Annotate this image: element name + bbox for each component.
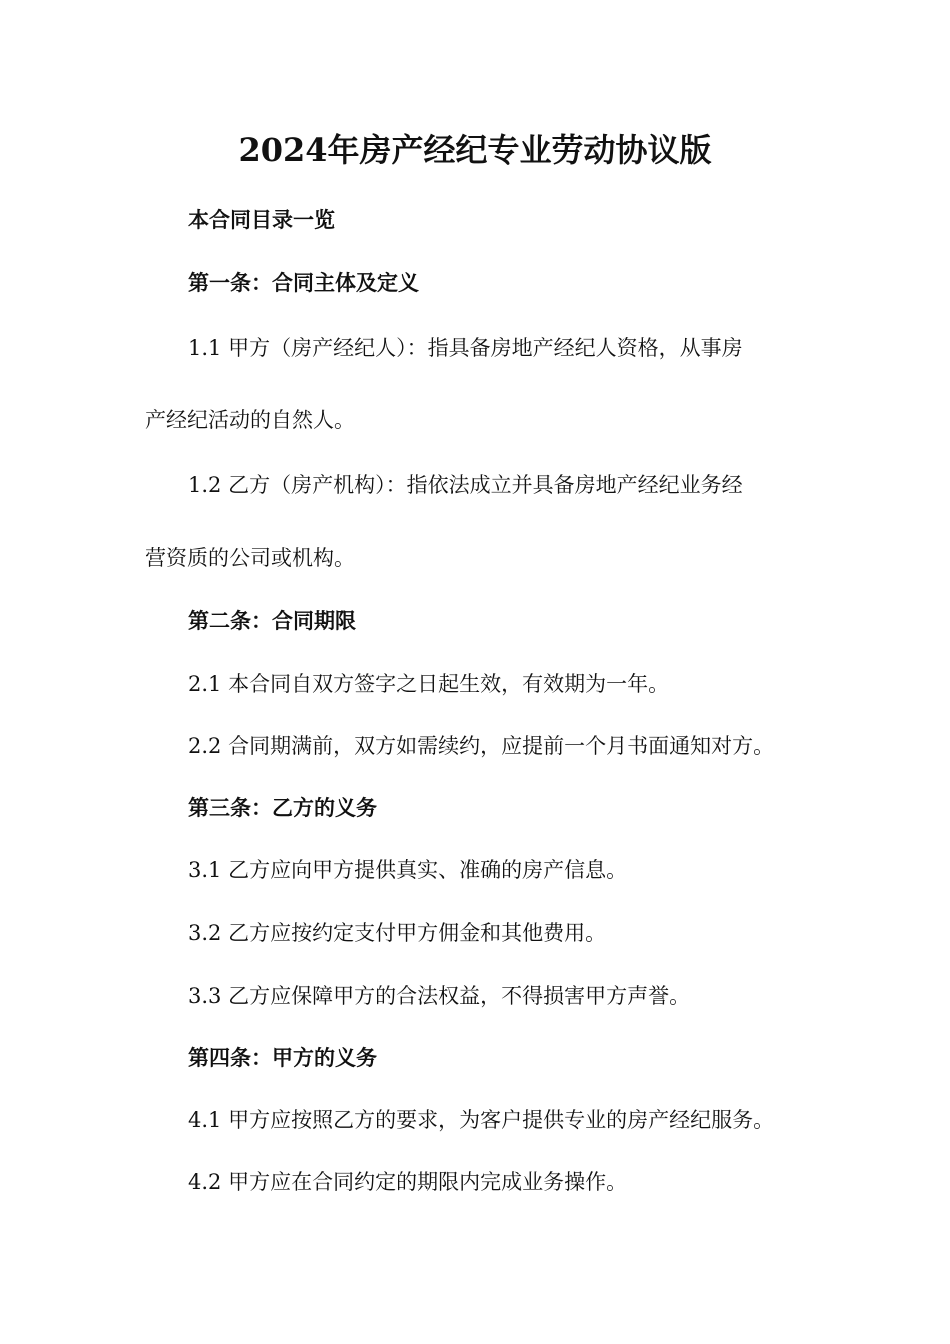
clause-2-1: 2.1 本合同自双方签字之日起生效，有效期为一年。 [188,672,670,696]
article-3-heading: 第三条：乙方的义务 [188,795,377,820]
toc-heading: 本合同目录一览 [188,207,335,232]
clause-2-2: 2.2 合同期满前，双方如需续约，应提前一个月书面通知对方。 [188,734,775,758]
clause-3-2: 3.2 乙方应按约定支付甲方佣金和其他费用。 [188,921,607,945]
document-title: 2024年房产经纪专业劳动协议版 [238,131,712,169]
clause-1-1-line-2: 产经纪活动的自然人。 [145,408,355,432]
article-4-heading: 第四条：甲方的义务 [188,1045,377,1070]
clause-3-1: 3.1 乙方应向甲方提供真实、准确的房产信息。 [188,858,628,882]
clause-1-2-line-2: 营资质的公司或机构。 [145,546,355,570]
clause-1-1-line-1: 1.1 甲方（房产经纪人）：指具备房地产经纪人资格，从事房 [188,336,743,360]
clause-4-1: 4.1 甲方应按照乙方的要求，为客户提供专业的房产经纪服务。 [188,1108,775,1132]
article-1-heading: 第一条：合同主体及定义 [188,270,419,295]
clause-1-2-line-1: 1.2 乙方（房产机构）：指依法成立并具备房地产经纪业务经 [188,473,743,497]
clause-3-3: 3.3 乙方应保障甲方的合法权益，不得损害甲方声誉。 [188,984,691,1008]
clause-4-2: 4.2 甲方应在合同约定的期限内完成业务操作。 [188,1170,628,1194]
article-2-heading: 第二条：合同期限 [188,608,356,633]
